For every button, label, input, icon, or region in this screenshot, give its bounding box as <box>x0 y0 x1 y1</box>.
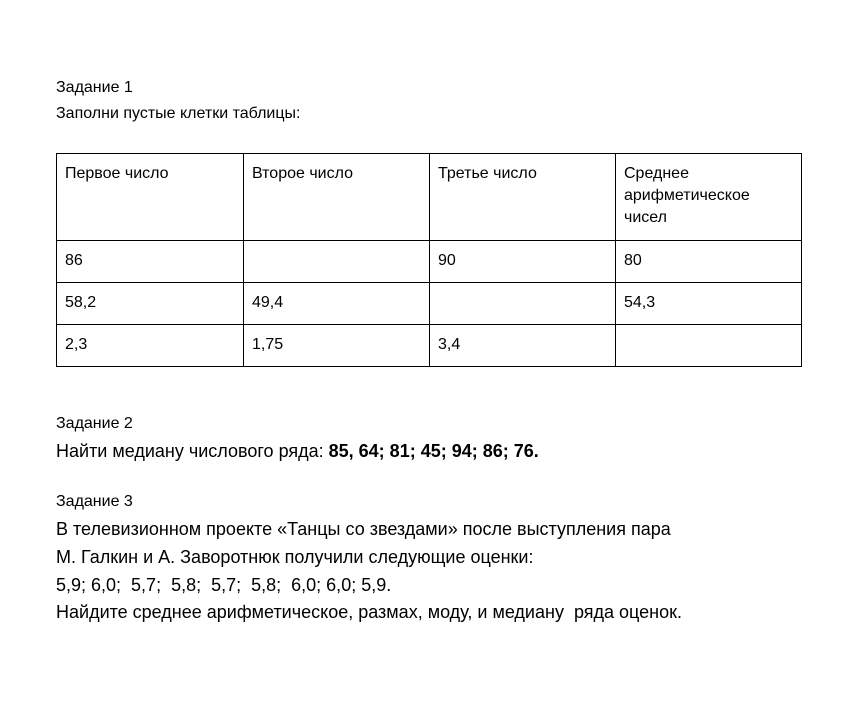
header-cell: Второе число <box>244 154 430 241</box>
table-row <box>57 283 802 325</box>
task2-question <box>56 440 539 462</box>
task2-title: Задание 2 <box>56 415 133 432</box>
table-cell: 1,75 <box>244 325 430 367</box>
task1-table <box>56 153 802 367</box>
table-cell-empty <box>616 325 802 367</box>
table-cell: 90 <box>430 241 616 283</box>
task3-line3: 5,9; 6,0; 5,7; 5,8; 5,7; 5,8; 6,0; 6,0; 5,9. <box>56 575 392 595</box>
header-cell: Среднее арифметическое чисел <box>616 154 802 241</box>
table-cell: 3,4 <box>430 325 616 367</box>
table-cell: 86 <box>57 241 244 283</box>
task2-series: 85, 64; 81; 45; 94; 86; 76. <box>328 441 539 461</box>
table-cell: 58,2 <box>57 283 244 325</box>
task2-text: Найти медиану числового ряда: <box>56 441 329 461</box>
table-row <box>57 325 802 367</box>
table-cell: 2,3 <box>57 325 244 367</box>
task3-line2: М. Галкин и А. Заворотнюк получили следующие оценки: <box>56 547 534 567</box>
header-cell: Третье число <box>430 154 616 241</box>
task1-title: Задание 1 <box>56 79 133 96</box>
task3-title: Задание 3 <box>56 493 133 510</box>
table-cell-empty <box>430 283 616 325</box>
task3-line1: В телевизионном проекте «Танцы со звездами» после выступления пара <box>56 519 671 539</box>
table-header-row <box>57 154 802 241</box>
table-row <box>57 241 802 283</box>
table-cell: 54,3 <box>616 283 802 325</box>
header-cell: Первое число <box>57 154 244 241</box>
task3-line4: Найдите среднее арифметическое, размах, моду, и медиану ряда оценок. <box>56 602 682 622</box>
table-cell-empty <box>244 241 430 283</box>
table-cell: 80 <box>616 241 802 283</box>
task1-instruction: Заполни пустые клетки таблицы: <box>56 105 301 122</box>
table-cell: 49,4 <box>244 283 430 325</box>
